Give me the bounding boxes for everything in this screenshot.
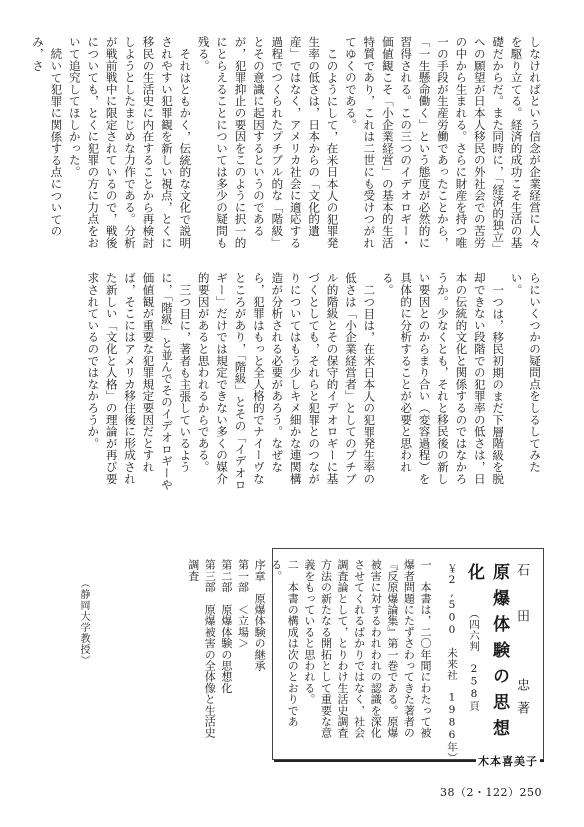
- reviewer-name: 木本喜美子: [478, 755, 538, 768]
- paragraph: 二つ目は，在米日本人の犯罪発生率の低さは「小企業経営者」としてのプチブル的階級とその保守的イデオロギーに基づくとしても，それらと犯罪とのつながりについてはもう少しキメ細かな連関構造が分析される必要があろう。なぜなら，犯罪はもっと全人格的でナイーヴなところがあり，「階級」とその「イデオロギー」だけでは規定できない多くの媒介的要因があると思われるからである。: [196, 272, 377, 491]
- paragraph: 第二部 原爆体験の思想化: [219, 559, 233, 694]
- paragraph: 一つは，移民初期のまだ下層階級を脱却できない段階での犯罪率の低さは，日本の伝統的文化と関係するのではなかろうか。少なくとも，それと移民後の新しい要因とのからまり合い（変容過程）を具体的に分析することが必要と思われる。: [380, 272, 506, 485]
- page-number: 38（2・122）250: [440, 786, 542, 799]
- review-body: [186, 559, 433, 749]
- review-title: 原爆体験の思想化: [464, 563, 509, 745]
- paragraph: 第三部 原爆被害の全体像と生活史調査: [186, 559, 217, 739]
- paragraph: 第一部 ＜立場＞: [236, 559, 250, 649]
- paragraph: 二 本書の構成は次のとおりである。: [269, 559, 300, 727]
- paragraph: 続いて犯罪に関係する点についてのみ，さ: [31, 36, 64, 237]
- paragraph: それはともかく，伝統的な文化で説明されやすい犯罪観を新しい視点，とくに移民の生活史に内在することから再検討しようとしたまじめな力作である。分析が戦前戦中に限定されているので，戦後についても，とくに犯罪の方に力点をおいて追究してほしかった。: [67, 36, 193, 249]
- paragraph: 三つ目に，著者も主張しているように，「階級」と並んでそのイデオロギーや価値観が重要な犯罪規定要因だとすれば，そこにはアメリカ移住後に形成された新しい「文化と人格」の理論が再び要求されているのではなかろうか。: [86, 272, 193, 491]
- paragraph: このようにして，在米日本人の犯罪発生率の低さは，日本からの「文化的遺産」ではなく，アメリカ社会に適応する過程でつくられたプチブル的な「階級」とその意識に起因するというのであるが，犯罪抑止の要因をこのように択一的にとらえることについては多少の疑問も残る。: [196, 36, 340, 249]
- paragraph: 一 本書は，二〇年間にわたって被爆者問題にたずさわってきた著者の『反原爆論集』第一巻である。原爆被害に対するわれわれの認識を深化させてくれるばかりではなく，社会調査論として，とりわけ生活史調査方法の新たなる開拓として重要な意義をもっていると思われる。: [302, 559, 432, 739]
- paragraph: しなければという信念が企業経営に人々を駆り立てる。経済的成功こそ生活の基礎だからだ。また同時に，「経済的独立」への願望が日本人移民の外社会での苦労の中から生まれる。さらに財産を持つ唯一の手段が生産労働であったことから，「一生懸命働く」という態度が必然的に習得される。この三つのイデオロギー・価値観こそ「小企業経営」の基本的生活特質であり，これは二世にも受けつがれてゆくのである。: [343, 36, 542, 249]
- review-author: 石 田 忠著: [514, 563, 529, 724]
- review-publication-info: （四六判 258頁 ￥2,500 未来社 1986年）: [446, 563, 480, 764]
- paragraph: らにいくつかの疑問点をしるしてみたい。: [509, 272, 542, 473]
- paragraph: 序章 原爆体験の継承: [253, 559, 267, 671]
- author-affiliation: （静岡大学教授）: [78, 578, 89, 666]
- upper-text-top: [31, 36, 544, 254]
- upper-text-bottom: [44, 272, 544, 492]
